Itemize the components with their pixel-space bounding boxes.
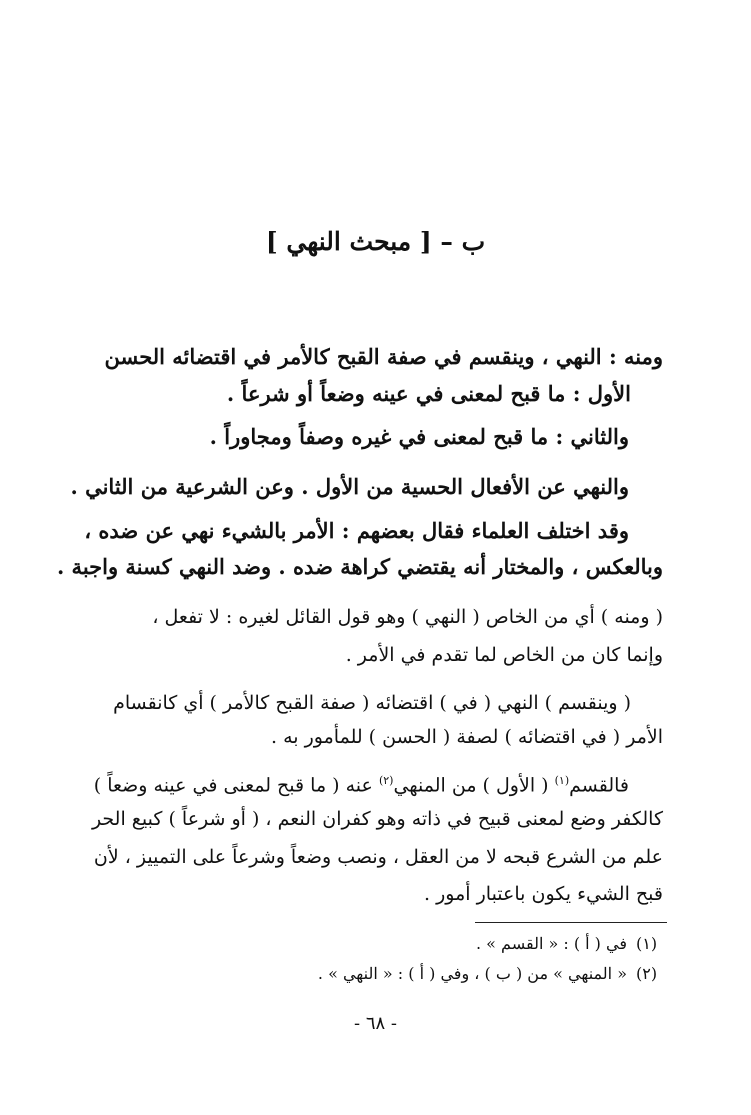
footnote-1-number: (١) (636, 934, 658, 953)
sharh-p3-segment-c: عنه ( ما قبح لمعنى في عينه وضعاً ) (93, 774, 373, 797)
matn-line-5: وقد اختلف العلماء فقال بعضهم : الأمر بالشيء نهي عن ضده ، (84, 518, 629, 543)
sharh-p3-line-2: كالكفر وضع لمعنى قبيح في ذاته وهو كفران النعم ، ( أو شرعاً ) كبيع الحر (91, 808, 663, 830)
sharh-p2-line-2: الأمر ( في اقتضائه ) لصفة ( الحسن ) للمأمور به . (271, 726, 663, 748)
sharh-p2-line-1: ( وينقسم ) النهي ( في ) اقتضائه ( صفة القبح كالأمر ) أي كانقسام (113, 692, 631, 714)
matn-line-4: والنهي عن الأفعال الحسية من الأول . وعن الشرعية من الثاني . (70, 474, 629, 499)
sharh-p3-line-3: علم من الشرع قبحه لا من العقل ، ونصب وضعاً وشرعاً على التمييز ، لأن (93, 846, 663, 868)
footnote-2-number: (٢) (636, 964, 658, 983)
footnote-1-text: في ( أ ) : « القسم » . (476, 934, 627, 953)
section-heading: ب – [ مبحث النهي ] (265, 227, 486, 256)
matn-line-3: والثاني : ما قبح لمعنى في غيره وصفاً ومجاوراً . (209, 424, 629, 449)
sharh-p3-segment-a: فالقسم (569, 774, 629, 797)
sharh-p1-line-2: وإنما كان من الخاص لما تقدم في الأمر . (345, 644, 663, 666)
footnote-ref-1[interactable]: (١) (554, 774, 570, 787)
footnote-ref-2[interactable]: (٢) (378, 774, 394, 787)
sharh-p3-segment-b: ( الأول ) من المنهي (393, 774, 549, 797)
matn-line-6: وبالعكس ، والمختار أنه يقتضي كراهة ضده . وضد النهي كسنة واجبة . (56, 554, 663, 579)
footnote-2-text: « المنهي » من ( ب ) ، وفي ( أ ) : « النهي » . (317, 964, 627, 983)
page-number: - ٦٨ - (354, 1013, 397, 1034)
sharh-p1-line-1: ( ومنه ) أي من الخاص ( النهي ) وهو قول القائل لغيره : لا تفعل ، (152, 606, 663, 628)
footnote-divider (475, 922, 667, 923)
sharh-p3-line-4: قبح الشيء يكون باعتبار أمور . (424, 883, 663, 905)
sharh-p3-line-1 (94, 766, 629, 800)
matn-line-1: ومنه : النهي ، وينقسم في صفة القبح كالأمر في اقتضائه الحسن (104, 344, 663, 369)
matn-line-2: الأول : ما قبح لمعنى في عينه وضعاً أو شرعاً . (226, 381, 631, 406)
